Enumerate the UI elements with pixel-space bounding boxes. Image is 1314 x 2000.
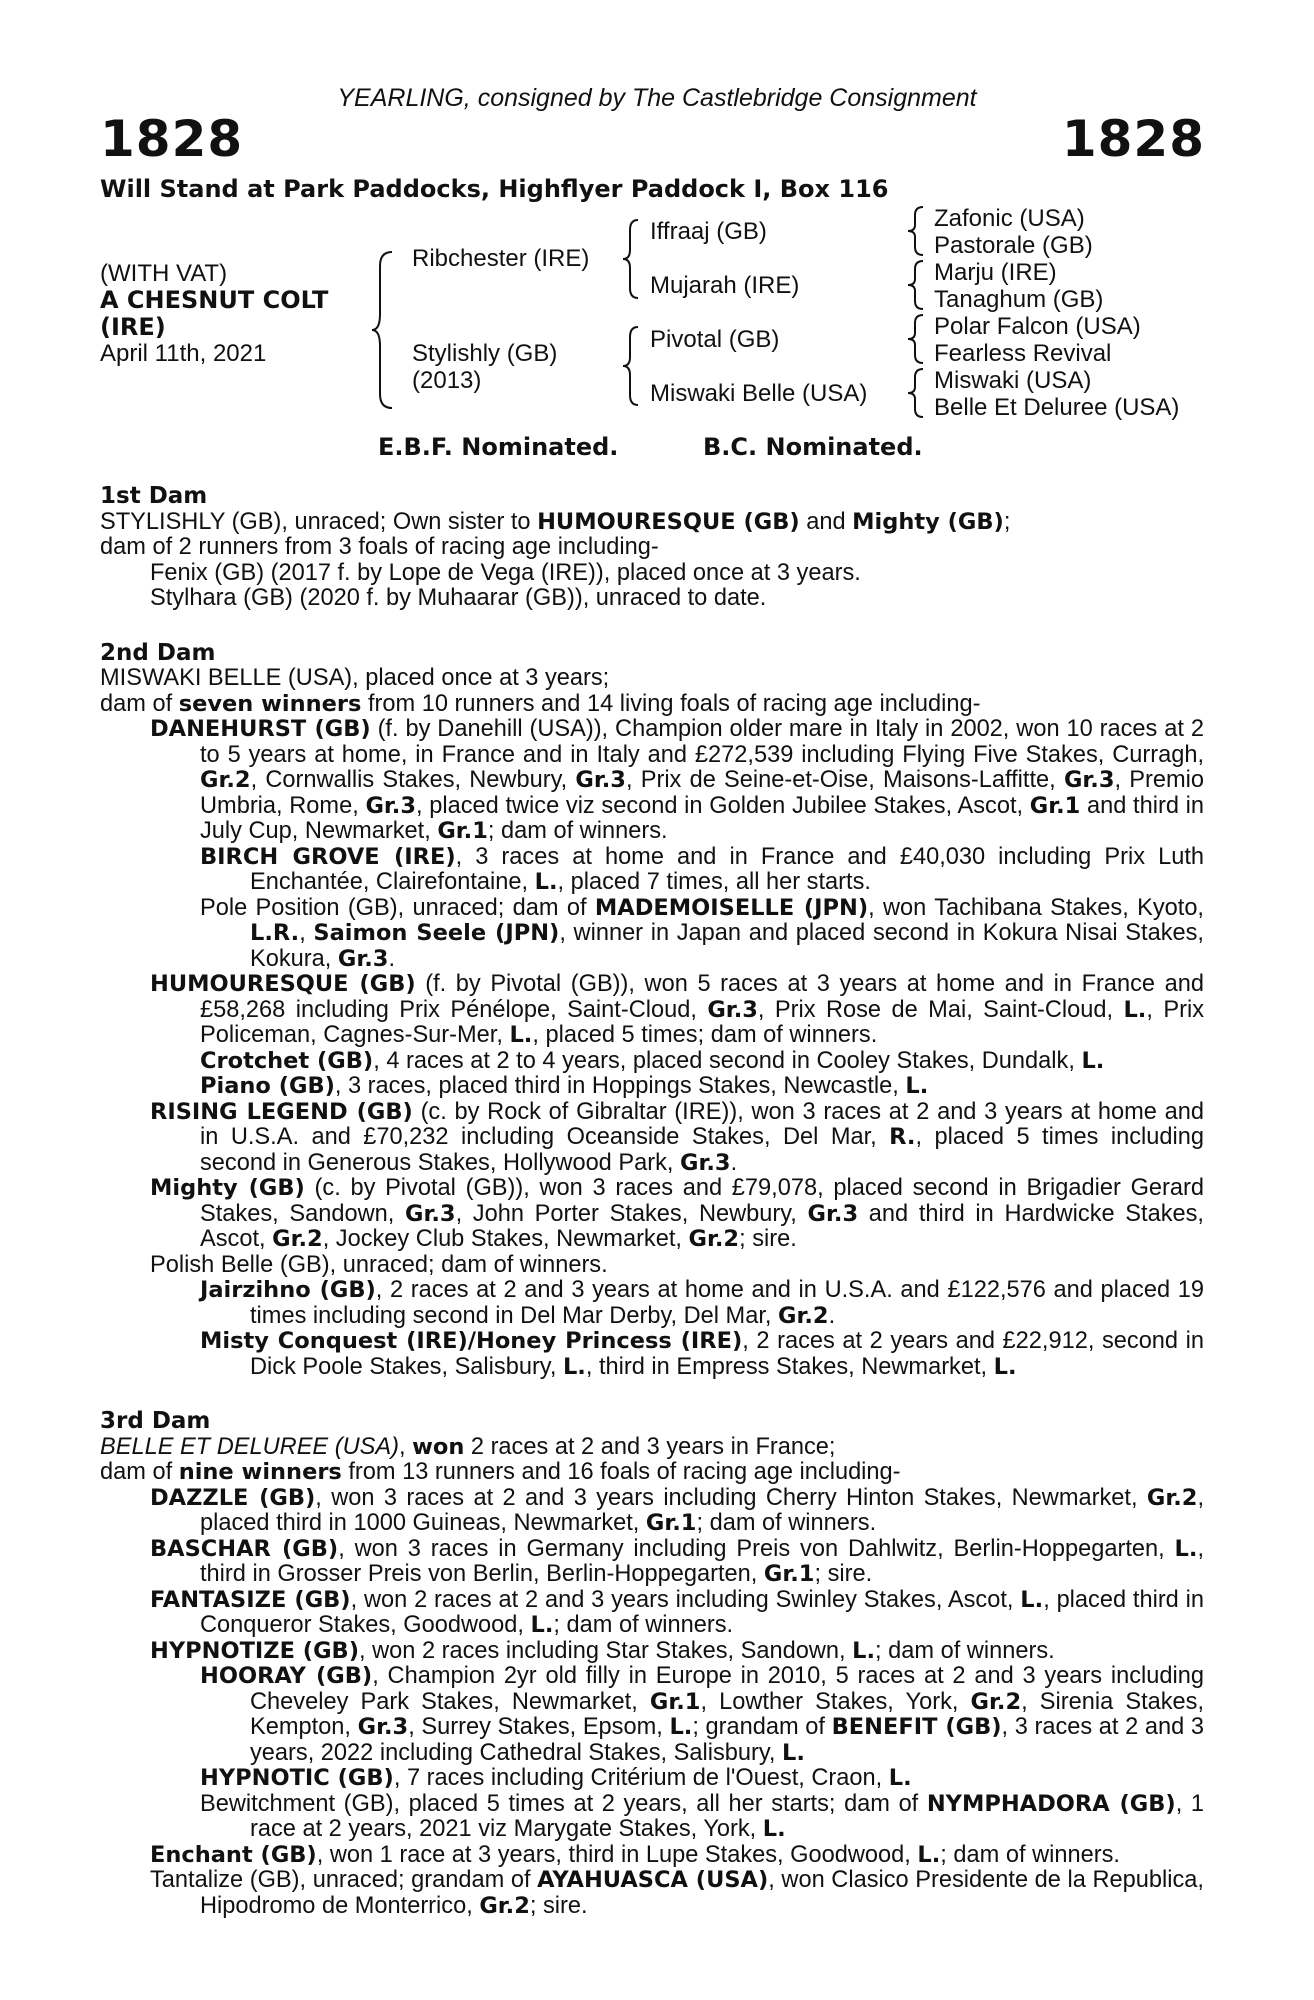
- dss: Polar Falcon (USA): [934, 313, 1141, 340]
- second-dam-heading: 2nd Dam: [100, 639, 216, 666]
- second-dam-line: MISWAKI BELLE (USA), placed once at 3 years;: [100, 665, 610, 691]
- second-dam-produce: dam of seven winners from 10 runners and 14 living foals of racing age including-: [100, 690, 981, 717]
- second-dam-section: [100, 641, 1204, 1381]
- lot-number-left: 1828: [100, 110, 244, 168]
- entry-polish-belle: Polish Belle (GB), unraced; dam of winners.: [150, 1251, 608, 1278]
- dam-year: (2013): [412, 367, 482, 394]
- entry-pole-position: Pole Position (GB), unraced; dam of MADEMOISELLE (JPN), won Tachibana Stakes, Kyoto, L.R., Saimon Seele (JPN), winner in Japan and placed second in Kokura Nisai Stakes, Kokura, Gr.3.: [200, 894, 1204, 972]
- ebf-nomination: E.B.F. Nominated.: [378, 433, 619, 461]
- brace-sire: [620, 218, 644, 300]
- entry-mighty: Mighty (GB) (c. by Pivotal (GB)), won 3 races and £79,078, placed second in Brigadier Gerard Stakes, Sandown, Gr.3, John Porter Stakes, Newbury, Gr.3 and third in Hardwicke Stakes, Ascot, Gr.2, Jockey Club Stakes, Newmarket, Gr.2; sire.: [150, 1175, 1204, 1252]
- first-dam-line: STYLISHLY (GB), unraced; Own sister to HUMOURESQUE (GB) and Mighty (GB);: [100, 508, 1011, 535]
- third-dam-section: [100, 1409, 1204, 1919]
- entry-humouresque: HUMOURESQUE (GB) (f. by Pivotal (GB)), won 5 races at 3 years at home and in France and £58,268 including Prix Pénélope, Saint-Cloud, Gr.3, Prix Rose de Mai, Saint-Cloud, L., Prix Policeman, Cagnes-Sur-Mer, L., placed 5 times; dam of winners.: [150, 971, 1204, 1048]
- consignor-line: YEARLING, consigned by The Castlebridge Consignment: [337, 84, 977, 112]
- sire-dam: Mujarah (IRE): [650, 272, 800, 299]
- bc-nomination: B.C. Nominated.: [703, 433, 923, 461]
- first-dam-section: [100, 484, 1204, 612]
- entry-jairzihno: Jairzihno (GB), 2 races at 2 and 3 years at home and in U.S.A. and £122,576 and placed 19 times including second in Del Mar Derby, Del Mar, Gr.2.: [200, 1277, 1204, 1329]
- stabling-line: Will Stand at Park Paddocks, Highflyer Paddock I, Box 116: [100, 175, 889, 203]
- brace-main: [370, 250, 400, 410]
- entry-hypnotic: HYPNOTIC (GB), 7 races including Critérium de l'Ouest, Craon, L.: [200, 1765, 912, 1791]
- entry-tantalize: Tantalize (GB), unraced; grandam of AYAHUASCA (USA), won Clasico Presidente de la Republica, Hipodromo de Monterrico, Gr.2; sire.: [150, 1867, 1204, 1919]
- entry-misty-conquest: Misty Conquest (IRE)/Honey Princess (IRE), 2 races at 2 years and £22,912, second in Dick Poole Stakes, Salisbury, L., third in Empress Stakes, Newmarket, L.: [200, 1328, 1204, 1380]
- ddd: Belle Et Deluree (USA): [934, 394, 1180, 421]
- entry-fantasize: FANTASIZE (GB), won 2 races at 2 and 3 years including Swinley Stakes, Ascot, L., placed third in Conqueror Stakes, Goodwood, L.; dam of winners.: [150, 1586, 1204, 1638]
- third-dam-produce: dam of nine winners from 13 runners and 16 foals of racing age including-: [100, 1459, 901, 1485]
- sire-name: Ribchester (IRE): [412, 245, 590, 272]
- first-dam-heading: 1st Dam: [100, 483, 208, 509]
- entry-rising-legend: RISING LEGEND (GB) (c. by Rock of Gibraltar (IRE)), won 3 races at 2 and 3 years at home and in U.S.A. and £70,232 including Oceanside Stakes, Del Mar, R., placed 5 times including second in Generous Stakes, Hollywood Park, Gr.3.: [150, 1098, 1204, 1176]
- third-dam-line: BELLE ET DELUREE (USA), won 2 races at 2 and 3 years in France;: [100, 1433, 836, 1460]
- brace-gen3-4: [905, 367, 929, 419]
- entry-hypnotize: HYPNOTIZE (GB), won 2 races including Star Stakes, Sandown, L.; dam of winners.: [150, 1637, 1055, 1664]
- lot-number-right: 1828: [1061, 110, 1205, 168]
- entry-enchant: Enchant (GB), won 1 race at 3 years, third in Lupe Stakes, Goodwood, L.; dam of winners.: [150, 1841, 1120, 1868]
- dam-records: [100, 484, 1204, 1919]
- entry-crotchet: Crotchet (GB), 4 races at 2 to 4 years, placed second in Cooley Stakes, Dundalk, L.: [200, 1047, 1105, 1074]
- horse-country: (IRE): [100, 313, 166, 341]
- entry-baschar: BASCHAR (GB), won 3 races in Germany including Preis von Dahlwitz, Berlin-Hoppegarten, L., third in Grosser Preis von Berlin, Berlin-Hoppegarten, Gr.1; sire.: [150, 1535, 1204, 1587]
- horse-name: A CHESNUT COLT: [100, 286, 329, 314]
- dam-sire: Pivotal (GB): [650, 326, 780, 353]
- dam-name: Stylishly (GB): [412, 340, 558, 367]
- brace-dam: [620, 325, 644, 407]
- vat-note: (WITH VAT): [100, 260, 228, 287]
- sire-sire: Iffraaj (GB): [650, 218, 767, 245]
- first-dam-produce: dam of 2 runners from 3 foals of racing age including-: [100, 534, 659, 560]
- brace-gen3-1: [905, 205, 929, 257]
- sss: Zafonic (USA): [934, 205, 1085, 232]
- entry-hooray: HOORAY (GB), Champion 2yr old filly in Europe in 2010, 5 races at 2 and 3 years including Cheveley Park Stakes, Newmarket, Gr.1, Lowther Stakes, York, Gr.2, Sirenia Stakes, Kempton, Gr.3, Surrey Stakes, Epsom, L.; grandam of BENEFIT (GB), 3 races at 2 and 3 years, 2022 including Cathedral Stakes, Salisbury, L.: [200, 1663, 1205, 1766]
- foaling-date: April 11th, 2021: [100, 340, 267, 367]
- entry-birch-grove: BIRCH GROVE (IRE), 3 races at home and in France and £40,030 including Prix Luth Enchantée, Clairefontaine, L., placed 7 times, all her starts.: [200, 843, 1204, 895]
- brace-gen3-2: [905, 259, 929, 311]
- brace-gen3-3: [905, 313, 929, 365]
- entry-danehurst: DANEHURST (GB) (f. by Danehill (USA)), Champion older mare in Italy in 2002, won 10 races at 2 to 5 years at home, in France and in Italy and £272,539 including Flying Five Stakes, Curragh, Gr.2, Cornwallis Stakes, Newbury, Gr.3, Prix de Seine-et-Oise, Maisons-Laffitte, Gr.3, Premio Umbria, Rome, Gr.3, placed twice viz second in Golden Jubilee Stakes, Ascot, Gr.1 and third in July Cup, Newmarket, Gr.1; dam of winners.: [150, 716, 1205, 844]
- ssd: Pastorale (GB): [934, 232, 1093, 259]
- first-dam-foal-stylhara: Stylhara (GB) (2020 f. by Muhaarar (GB)), unraced to date.: [150, 585, 767, 611]
- entry-dazzle: DAZZLE (GB), won 3 races at 2 and 3 years including Cherry Hinton Stakes, Newmarket, Gr.2, placed third in 1000 Guineas, Newmarket, Gr.1; dam of winners.: [150, 1484, 1204, 1536]
- third-dam-heading: 3rd Dam: [100, 1408, 211, 1434]
- first-dam-foal-fenix: Fenix (GB) (2017 f. by Lope de Vega (IRE)), placed once at 3 years.: [150, 559, 861, 586]
- sds: Marju (IRE): [934, 259, 1057, 286]
- entry-piano: Piano (GB), 3 races, placed third in Hoppings Stakes, Newcastle, L.: [200, 1073, 929, 1099]
- entry-bewitchment: Bewitchment (GB), placed 5 times at 2 years, all her starts; dam of NYMPHADORA (GB), 1 race at 2 years, 2021 viz Marygate Stakes, York, L.: [200, 1790, 1204, 1842]
- dam-dam: Miswaki Belle (USA): [650, 380, 868, 407]
- dsd: Fearless Revival: [934, 340, 1112, 367]
- sdd: Tanaghum (GB): [934, 286, 1104, 313]
- dds: Miswaki (USA): [934, 367, 1092, 394]
